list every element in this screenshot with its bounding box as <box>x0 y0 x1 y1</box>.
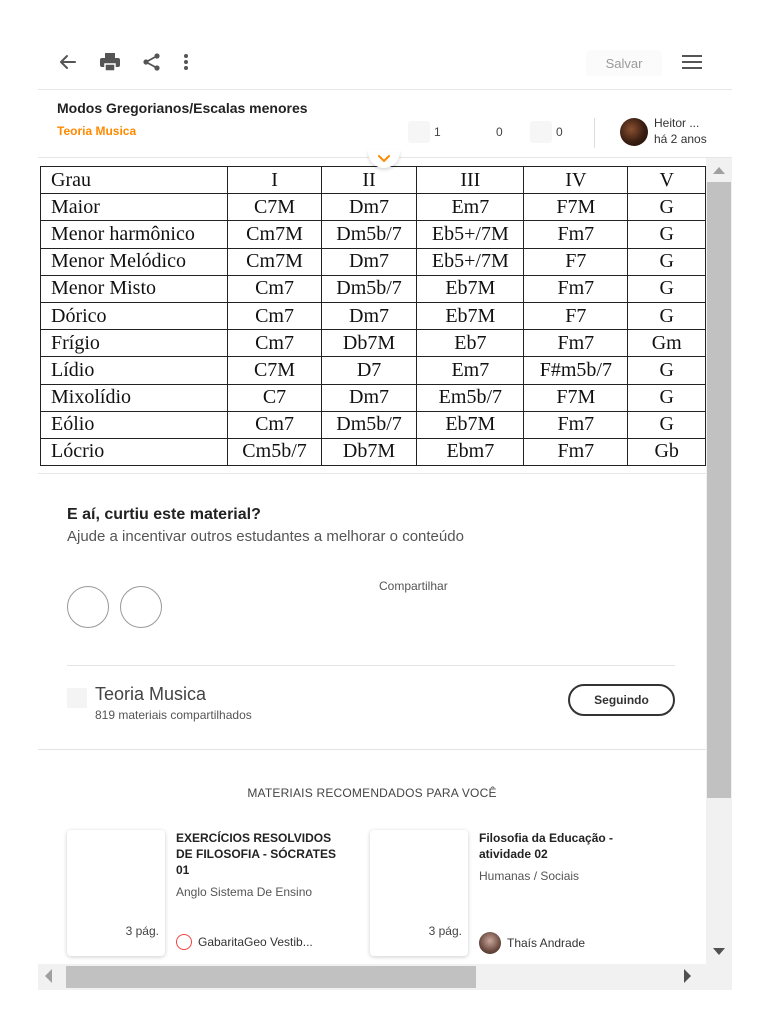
chord-cell: G <box>628 275 706 302</box>
mode-name-cell: Maior <box>41 194 228 221</box>
channel-material-count: 819 materiais compartilhados <box>95 708 252 722</box>
table-row <box>41 194 706 221</box>
chord-cell: Dm7 <box>321 194 417 221</box>
mode-name-cell: Frígio <box>41 330 228 357</box>
author-name: Thaís Andrade <box>507 936 586 950</box>
chord-cell: Db7M <box>321 330 417 357</box>
chord-cell: Gm <box>628 330 706 357</box>
table-header-cell: III <box>417 167 524 194</box>
channel-name[interactable]: Teoria Musica <box>95 684 207 704</box>
chord-cell: Fm7 <box>524 438 628 465</box>
feedback-title: E aí, curtiu este material? <box>67 506 261 523</box>
page-count: 3 pág. <box>428 924 462 938</box>
author-name: GabaritaGeo Vestib... <box>198 935 313 949</box>
like-icon <box>408 121 430 143</box>
chord-cell: Dm7 <box>321 302 417 329</box>
comment-icon <box>530 121 552 143</box>
mode-name-cell: Mixolídio <box>41 384 228 411</box>
chord-cell: Cm7M <box>228 221 321 248</box>
document-viewer <box>38 34 732 990</box>
chord-cell: Gb <box>628 438 706 465</box>
chord-cell: G <box>628 302 706 329</box>
print-icon[interactable] <box>96 48 124 76</box>
chord-cell: G <box>628 357 706 384</box>
author-avatar[interactable] <box>620 118 648 146</box>
chord-cell: Db7M <box>321 438 417 465</box>
share-icon[interactable] <box>138 48 166 76</box>
recommendations-header: MATERIAIS RECOMENDADOS PARA VOCÊ <box>247 786 497 800</box>
chord-cell: C7M <box>228 194 321 221</box>
chord-cell: Eb7M <box>417 302 524 329</box>
recommendation-title[interactable]: EXERCÍCIOS RESOLVIDOS DE FILOSOFIA - SÓCRATES 01 <box>176 831 337 877</box>
save-button[interactable]: Salvar <box>586 50 662 76</box>
table-header-cell: IV <box>524 167 628 194</box>
like-counter[interactable] <box>408 120 441 144</box>
chord-cell: F7M <box>524 194 628 221</box>
document-thumbnail[interactable] <box>370 830 468 956</box>
dislike-count: 0 <box>496 125 503 139</box>
mode-name-cell: Lócrio <box>41 438 228 465</box>
recommendation-author[interactable] <box>479 932 585 954</box>
chord-cell: G <box>628 221 706 248</box>
like-button[interactable] <box>67 586 109 628</box>
table-row <box>41 330 706 357</box>
horizontal-scrollbar[interactable] <box>38 964 732 990</box>
chord-cell: Em7 <box>417 194 524 221</box>
chord-cell: Dm7 <box>321 248 417 275</box>
document-header <box>38 90 732 158</box>
chord-cell: F7M <box>524 384 628 411</box>
table-header-cell: I <box>228 167 321 194</box>
comment-count: 0 <box>556 125 563 139</box>
feedback-subtitle: Ajude a incentivar outros estudantes a melhorar o conteúdo <box>67 528 464 545</box>
chord-cell: C7 <box>228 384 321 411</box>
comment-counter[interactable] <box>530 120 563 144</box>
mode-name-cell: Dórico <box>41 302 228 329</box>
toolbar <box>38 34 732 90</box>
recommendation-card[interactable] <box>370 830 670 956</box>
document-page <box>38 158 706 474</box>
more-vert-icon[interactable] <box>172 48 200 76</box>
table-row <box>41 302 706 329</box>
chord-cell: Cm7 <box>228 411 321 438</box>
mode-name-cell: Menor Melódico <box>41 248 228 275</box>
chord-cell: F#m5b/7 <box>524 357 628 384</box>
chord-cell: D7 <box>321 357 417 384</box>
chord-cell: Eb5+/7M <box>417 221 524 248</box>
document-title: Modos Gregorianos/Escalas menores <box>57 100 308 116</box>
divider <box>38 749 706 750</box>
dislike-button[interactable] <box>120 586 162 628</box>
table-row <box>41 248 706 275</box>
scroll-right-arrow-icon[interactable] <box>684 969 692 988</box>
scroll-up-arrow-icon[interactable] <box>706 162 732 178</box>
publish-time: há 2 anos <box>654 132 707 146</box>
chord-cell: Ebm7 <box>417 438 524 465</box>
scroll-down-arrow-icon[interactable] <box>706 944 732 960</box>
mode-name-cell: Menor Misto <box>41 275 228 302</box>
table-row <box>41 275 706 302</box>
chord-cell: Cm7 <box>228 302 321 329</box>
back-arrow-icon[interactable] <box>54 48 82 76</box>
recommendation-source: Humanas / Sociais <box>479 869 580 883</box>
chord-cell: G <box>628 248 706 275</box>
table-header-cell: Grau <box>41 167 228 194</box>
chord-cell: G <box>628 411 706 438</box>
recommendation-title[interactable]: Filosofia da Educação - atividade 02 <box>479 831 614 861</box>
chord-cell: Cm7 <box>228 330 321 357</box>
chord-cell: Em7 <box>417 357 524 384</box>
chord-cell: Fm7 <box>524 221 628 248</box>
table-row <box>41 438 706 465</box>
hamburger-menu-icon[interactable] <box>678 48 706 76</box>
chord-cell: Fm7 <box>524 411 628 438</box>
share-button[interactable]: Compartilhar <box>379 579 448 593</box>
chord-cell: Em5b/7 <box>417 384 524 411</box>
chord-cell: F7 <box>524 248 628 275</box>
chord-cell: C7M <box>228 357 321 384</box>
chord-cell: F7 <box>524 302 628 329</box>
recommendation-card[interactable] <box>67 830 367 956</box>
mode-name-cell: Eólio <box>41 411 228 438</box>
divider <box>594 118 595 148</box>
vertical-scrollbar[interactable] <box>706 158 732 964</box>
chord-table <box>40 166 706 466</box>
chord-cell: G <box>628 194 706 221</box>
dislike-icon <box>470 121 492 143</box>
author-name[interactable]: Heitor ... <box>654 116 700 130</box>
scroll-left-arrow-icon[interactable] <box>44 969 52 988</box>
follow-button[interactable]: Seguindo <box>568 684 675 716</box>
chord-cell: Cm7M <box>228 248 321 275</box>
scrollbar-thumb[interactable] <box>66 966 476 988</box>
chord-cell: Eb7 <box>417 330 524 357</box>
divider <box>67 665 675 666</box>
table-header-row <box>41 167 706 194</box>
chord-cell: Dm5b/7 <box>321 275 417 302</box>
author-avatar <box>479 932 501 954</box>
table-row <box>41 357 706 384</box>
like-count: 1 <box>434 125 441 139</box>
chord-cell: Dm7 <box>321 384 417 411</box>
chord-cell: Fm7 <box>524 275 628 302</box>
table-row <box>41 411 706 438</box>
chord-cell: Dm5b/7 <box>321 411 417 438</box>
mode-name-cell: Lídio <box>41 357 228 384</box>
chord-cell: Dm5b/7 <box>321 221 417 248</box>
channel-logo <box>67 688 87 708</box>
recommendation-author[interactable] <box>176 934 313 950</box>
table-row <box>41 384 706 411</box>
recommendation-source: Anglo Sistema De Ensino <box>176 885 313 899</box>
chord-cell: Eb5+/7M <box>417 248 524 275</box>
chord-cell: Eb7M <box>417 411 524 438</box>
chevron-down-icon <box>378 155 390 163</box>
table-header-cell: V <box>628 167 706 194</box>
chord-cell: Cm7 <box>228 275 321 302</box>
chord-cell: Eb7M <box>417 275 524 302</box>
page-count: 3 pág. <box>125 924 159 938</box>
chord-cell: Fm7 <box>524 330 628 357</box>
document-category-link[interactable]: Teoria Musica <box>57 124 137 138</box>
table-row <box>41 221 706 248</box>
table-header-cell: II <box>321 167 417 194</box>
dislike-counter[interactable] <box>470 120 503 144</box>
author-avatar <box>176 934 192 950</box>
document-thumbnail[interactable] <box>67 830 165 956</box>
chord-cell: G <box>628 384 706 411</box>
mode-name-cell: Menor harmônico <box>41 221 228 248</box>
chord-cell: Cm5b/7 <box>228 438 321 465</box>
scrollbar-thumb[interactable] <box>707 182 731 798</box>
